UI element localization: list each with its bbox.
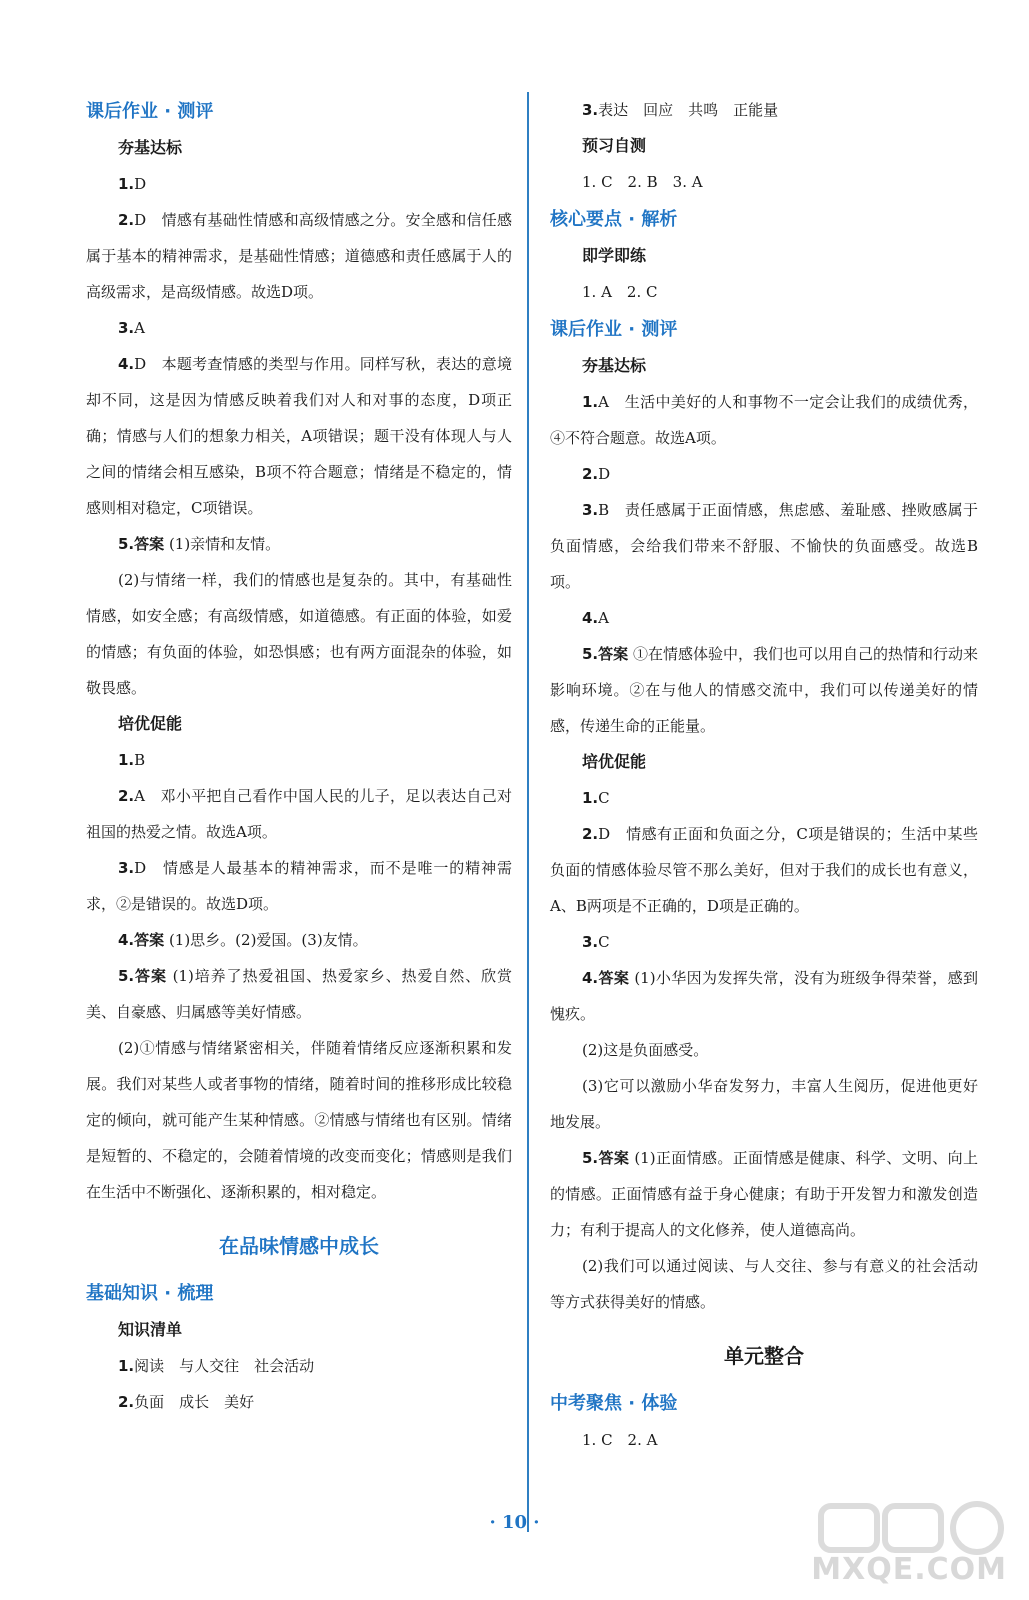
- subheading: 培优促能: [582, 752, 647, 771]
- subheading: 知识清单: [118, 1320, 183, 1339]
- answer-item-continued: (2)①情感与情绪紧密相关，伴随着情绪反应逐渐积累和发展。我们对某些人或者事物的情绪，随着时间的推移形成比较稳定的倾向，就可能产生某种情感。②情感与情绪也有区别。情绪是短暂的、不稳定的，会随着情境的改变而变化；情感则是我们在生活中不断强化、逐渐积累的，相对稳定。: [86, 1039, 512, 1201]
- answer-item-continued: (2)我们可以通过阅读、与人交往、参与有意义的社会活动等方式获得美好的情感。: [550, 1257, 978, 1311]
- answer-item-continued: (2)这是负面感受。: [582, 1041, 709, 1059]
- subheading: 预习自测: [582, 136, 647, 155]
- answer-item: 1.C: [582, 789, 610, 807]
- answer-item: 4.答案 (1)思乡。(2)爱国。(3)友情。: [118, 931, 368, 949]
- section-heading: 核心要点 · 解析: [550, 209, 678, 230]
- answer-item-continued: (3)它可以激励小华奋发努力，丰富人生阅历，促进他更好地发展。: [550, 1077, 978, 1131]
- answer-item: 2.D: [582, 465, 611, 483]
- subheading: 夯基达标: [118, 138, 183, 157]
- answer-item: 1. C 2. A: [582, 1431, 658, 1449]
- answer-item: 2.D 情感有正面和负面之分，C项是错误的；生活中某些负面的情感体验尽管不那么美好，但对于我们的成长也有意义，A、B两项是不正确的，D项是正确的。: [550, 825, 978, 915]
- page-number: · 10 ·: [489, 1512, 540, 1533]
- subheading: 培优促能: [118, 714, 183, 733]
- answer-item: 5.答案 ①在情感体验中，我们也可以用自己的热情和行动来影响环境。②在与他人的情感交流中，我们可以传递美好的情感，传递生命的正能量。: [550, 645, 978, 735]
- section-heading: 课后作业 · 测评: [86, 101, 214, 122]
- watermark-text: MXQE.COM: [811, 1552, 1007, 1587]
- answer-item: 5.答案 (1)培养了热爱祖国、热爱家乡、热爱自然、欣赏美、自豪感、归属感等美好情感。: [86, 967, 512, 1021]
- answer-item: 3.A: [118, 319, 145, 337]
- answer-item: 3.表达 回应 共鸣 正能量: [582, 101, 779, 119]
- subheading: 夯基达标: [582, 356, 647, 375]
- column-divider: [527, 92, 529, 1532]
- subheading: 即学即练: [582, 246, 647, 265]
- answer-item: 4.答案 (1)小华因为发挥失常，没有为班级争得荣誉，感到愧疚。: [550, 969, 978, 1023]
- section-heading: 中考聚焦 · 体验: [550, 1393, 678, 1414]
- answer-item-continued: (2)与情绪一样，我们的情感也是复杂的。其中，有基础性情感，如安全感；有高级情感，如道德感。有正面的体验，如爱的情感；有负面的体验，如恐惧感；也有两方面混杂的体验，如敬畏感。: [86, 571, 512, 697]
- answer-item: 1.B: [118, 751, 146, 769]
- answer-item: 1. A 2. C: [582, 283, 658, 301]
- section-heading: 基础知识 · 梳理: [86, 1283, 214, 1304]
- section-heading: 课后作业 · 测评: [550, 319, 678, 340]
- chapter-title: 在品味情感中成长: [219, 1234, 379, 1258]
- answer-item: 1. C 2. B 3. A: [582, 173, 703, 191]
- answer-item: 2.A 邓小平把自己看作中国人民的儿子，足以表达自己对祖国的热爱之情。故选A项。: [86, 787, 512, 841]
- answer-item: 1.D: [118, 175, 147, 193]
- answer-item: 3.D 情感是人最基本的精神需求，而不是唯一的精神需求，②是错误的。故选D项。: [86, 859, 512, 913]
- answer-item: 5.答案 (1)亲情和友情。: [118, 535, 281, 553]
- answer-item: 2.D 情感有基础性情感和高级情感之分。安全感和信任感属于基本的精神需求，是基础性情感；道德感和责任感属于人的高级需求，是高级情感。故选D项。: [86, 211, 512, 301]
- answer-item: 4.A: [582, 609, 609, 627]
- answer-item: 5.答案 (1)正面情感。正面情感是健康、科学、文明、向上的情感。正面情感有益于身心健康；有助于开发智力和激发创造力；有利于提高人的文化修养，使人道德高尚。: [550, 1149, 978, 1239]
- unit-summary-title: 单元整合: [724, 1344, 804, 1368]
- right-column: [550, 92, 978, 1458]
- answer-item: 1.A 生活中美好的人和事物不一定会让我们的成绩优秀，④不符合题意。故选A项。: [550, 393, 978, 447]
- answer-item: 1.阅读 与人交往 社会活动: [118, 1357, 315, 1375]
- left-column: [86, 92, 512, 1420]
- answer-item: 3.B 责任感属于正面情感，焦虑感、羞耻感、挫败感属于负面情感，会给我们带来不舒服、不愉快的负面感受。故选B项。: [550, 501, 978, 591]
- answer-item: 4.D 本题考查情感的类型与作用。同样写秋，表达的意境却不同，这是因为情感反映着我们对人和对事的态度，D项正确；情感与人们的想象力相关，A项错误；题干没有体现人与人之间的情绪会相互感染，B项不符合题意；情绪是不稳定的，情感则相对稳定，C项错误。: [86, 355, 512, 517]
- answer-item: 3.C: [582, 933, 610, 951]
- answer-item: 2.负面 成长 美好: [118, 1393, 255, 1411]
